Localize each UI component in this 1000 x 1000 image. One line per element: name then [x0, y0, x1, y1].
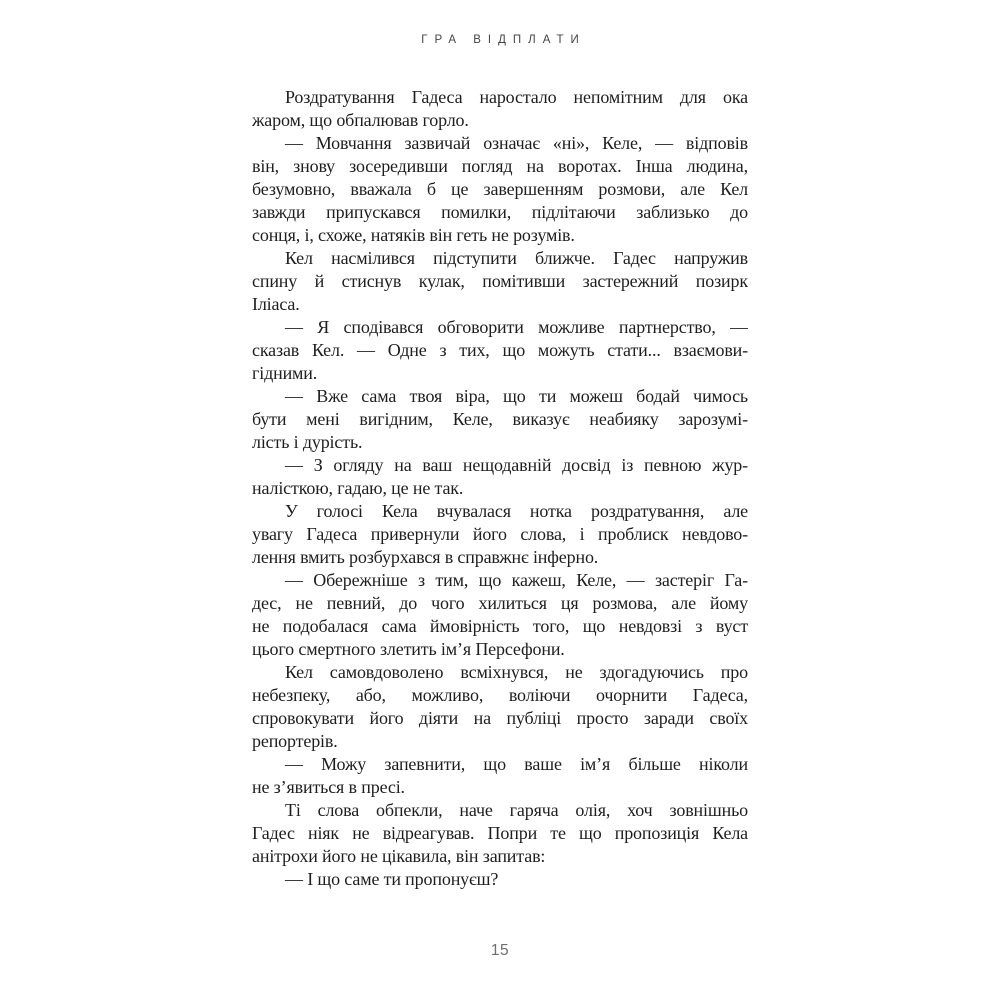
text-line: — Я сподівався обговорити можливе партнерство, —	[285, 317, 748, 337]
text-line: — З огляду на ваш нещодавній досвід із певною жур-	[285, 455, 748, 475]
paragraph	[252, 385, 748, 454]
text-line: він, знову зосередивши погляд на воротах. Інша людина,	[252, 156, 748, 176]
text-line: — Вже сама твоя віра, що ти можеш бодай чимось	[285, 386, 748, 406]
paragraph	[252, 753, 748, 799]
text-line: — Мовчання зазвичай означає «ні», Келе, — відповів	[285, 133, 748, 153]
text-line: гідними.	[252, 363, 318, 383]
text-line: Кел самовдоволено всміхнувся, не здогадуючись про	[285, 662, 748, 682]
text-line: — Обережніше з тим, що кажеш, Келе, — застеріг Га-	[285, 570, 748, 590]
text-line: спину й стиснув кулак, помітивши застережний позирк	[252, 271, 748, 291]
paragraph	[252, 868, 748, 891]
paragraph	[252, 86, 748, 132]
text-line: сонця, і, схоже, натяків він геть не розумів.	[252, 225, 575, 245]
paragraph	[252, 247, 748, 316]
text-line: Роздратування Гадеса наростало непомітним для ока	[285, 87, 748, 107]
text-line: увагу Гадеса привернули його слова, і проблиск невдово-	[252, 524, 748, 544]
text-line: цього смертного злетить ім’я Персефони.	[252, 639, 565, 659]
text-line: завжди припускався помилки, підлітаючи заблизько до	[252, 202, 748, 222]
paragraph	[252, 500, 748, 569]
text-line: Гадес ніяк не відреагував. Попри те що пропозиція Кела	[252, 823, 748, 843]
paragraph	[252, 316, 748, 385]
text-line: репортерів.	[252, 731, 338, 751]
text-line: дес, не певний, до чого хилиться ця розмова, але йому	[252, 593, 748, 613]
paragraph	[252, 569, 748, 661]
text-line: Ті слова обпекли, наче гаряча олія, хоч зовнішньо	[285, 800, 748, 820]
page-number: 15	[490, 942, 510, 959]
text-line: лення вмить розбурхався в справжнє інферно.	[252, 547, 599, 567]
text-line: — Можу запевнити, що ваше ім’я більше ніколи	[285, 754, 748, 774]
text-line: не подобалася сама ймовірність того, що невдовзі з вуст	[252, 616, 748, 636]
running-title: ГРА ВІДПЛАТИ	[421, 34, 586, 46]
text-line: лість і дурість.	[252, 432, 363, 452]
paragraph	[252, 132, 748, 247]
text-block	[252, 86, 748, 891]
text-line: сказав Кел. — Одне з тих, що можуть стати... взаємови-	[252, 340, 748, 360]
paragraph	[252, 799, 748, 868]
text-line: налісткою, гадаю, це не так.	[252, 478, 464, 498]
text-line: У голосі Кела вчувалася нотка роздратування, але	[285, 501, 748, 521]
text-line: Іліаса.	[252, 294, 300, 314]
text-line: Кел насмілився підступити ближче. Гадес напружив	[285, 248, 748, 268]
paragraph	[252, 661, 748, 753]
paragraph	[252, 454, 748, 500]
text-line: — І що саме ти пропонуєш?	[285, 869, 499, 889]
text-line: безумовно, вважала б це завершенням розмови, але Кел	[252, 179, 748, 199]
text-line: не з’явиться в пресі.	[252, 777, 405, 797]
text-line: бути мені вигідним, Келе, виказує неабияку зарозумі-	[252, 409, 748, 429]
text-line: жаром, що обпалював горло.	[252, 110, 469, 130]
text-line: небезпеку, або, можливо, воліючи очорнити Гадеса,	[252, 685, 748, 705]
text-line: анітрохи його не цікавила, він запитав:	[252, 846, 546, 866]
text-line: спровокувати його діяти на публіці просто заради своїх	[252, 708, 748, 728]
